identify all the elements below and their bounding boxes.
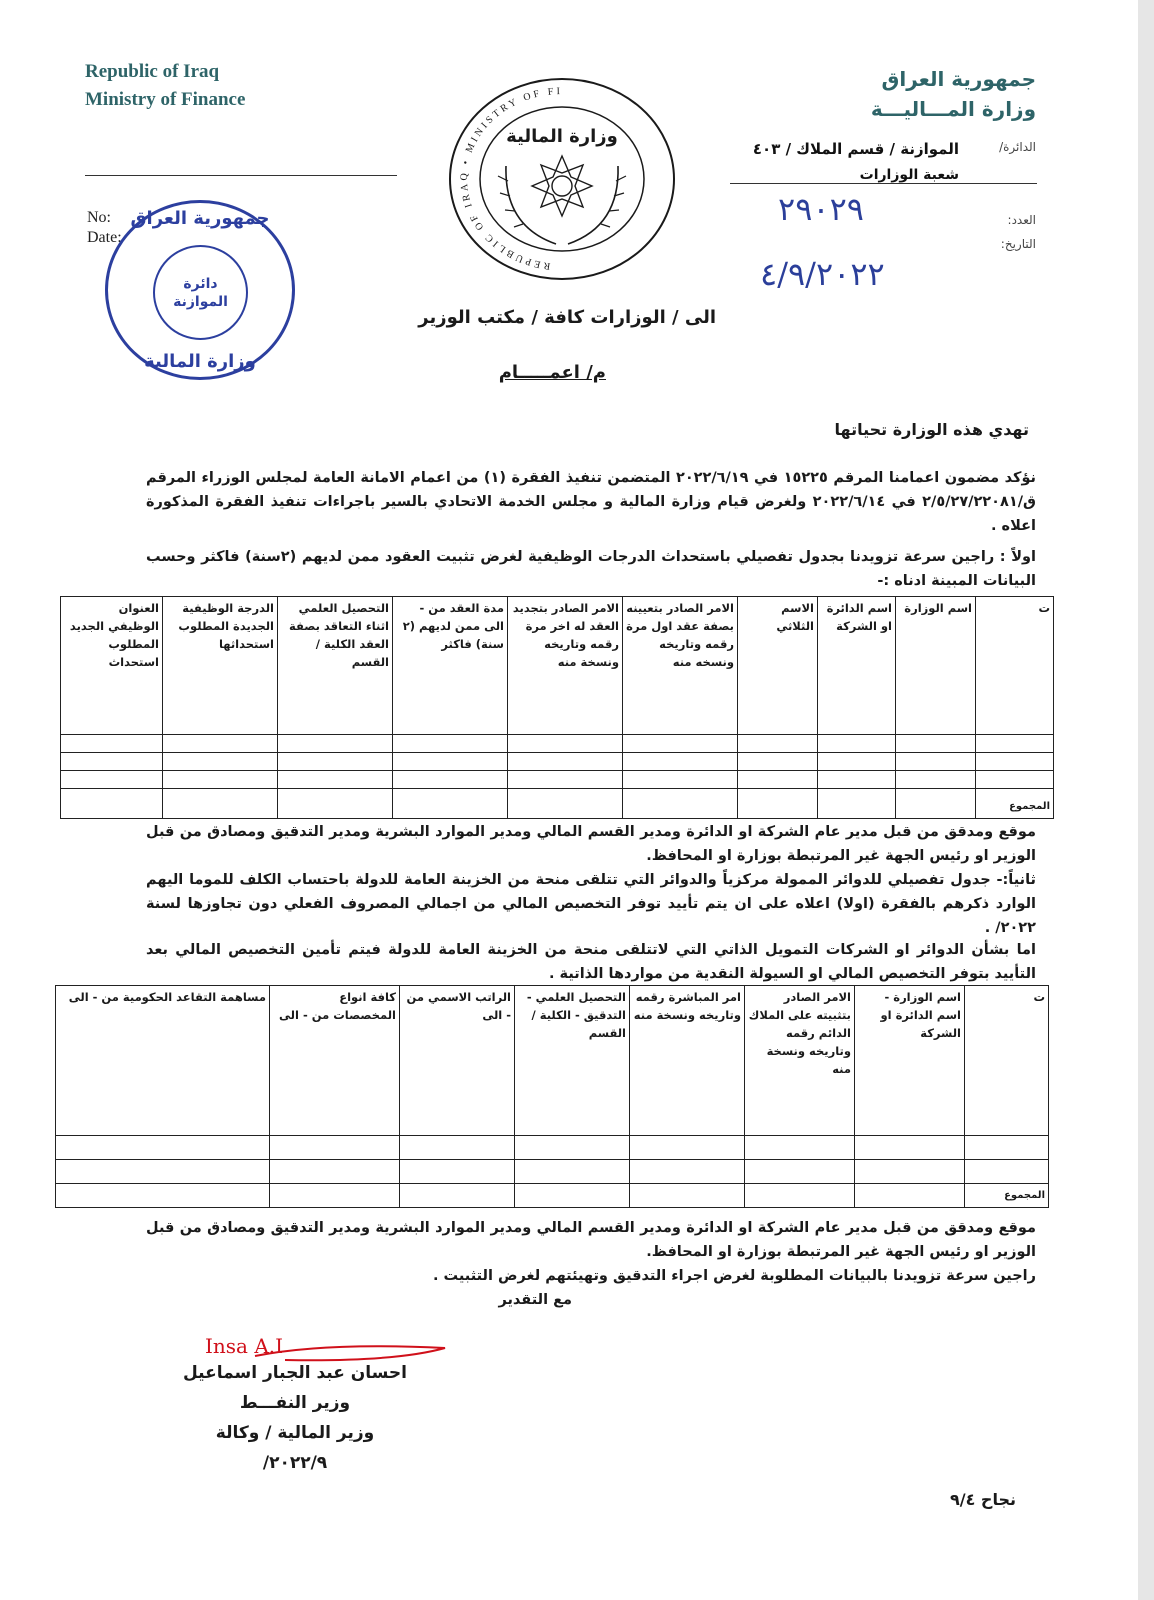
handwritten-number: ٢٩٠٢٩ [778, 190, 864, 228]
signatory-title-2: وزير المالية / وكالة [215, 1423, 375, 1443]
table-row [61, 597, 1054, 735]
col-header: الدرجة الوظيفية الجديدة المطلوب استحداثها [163, 597, 278, 735]
english-ministry: Ministry of Finance [85, 89, 246, 110]
table-row [56, 1136, 1049, 1160]
table-2-self-funded [55, 985, 1049, 1208]
svg-text:REPUBLIC OF IRAQ • MINISTRY OF: REPUBLIC OF IRAQ • MINISTRY OF FI [458, 85, 564, 272]
arabic-header [871, 64, 1036, 124]
paragraph-2-first: اولاً : راجين سرعة تزويدنا بجدول تفصيلي باستحداث الدرجات الوظيفية لغرض تثبيت العقود ممن لديهم (٢سنة) فاكثر وحسب البيانات المبينة ادناه :- [146, 549, 1036, 589]
english-ref-labels: No: Date: [87, 209, 122, 246]
department-label: الدائرة/ [999, 140, 1036, 154]
col-header: التحصيل العلمي - التدقيق - الكلية / القسم [515, 986, 630, 1136]
col-header: اسم الوزارة - اسم الدائرة او الشركة [855, 986, 965, 1136]
english-country: Republic of Iraq [85, 61, 220, 82]
col-header: ت [965, 986, 1049, 1136]
arabic-country: جمهورية العراق [881, 67, 1036, 91]
right-margin-bar [1138, 0, 1154, 1600]
col-header: الامر الصادر بتعيينه بصفة عقد اول مرة رقمه وتاريخه ونسخه منه [623, 597, 738, 735]
paragraph-3: ثانياً:- جدول تفصيلي للدوائر الممولة مركزياً والدوائر التي تتلقى منحة من الخزينة العامة للدولة باحتساب الكلف للموما اليهم الوارد ذكرهم بالفقرة (اولا) اعلاه على ان يتم تأييد توفر التخصيص المالي من اجمالي المصروف الفعلي دون تجاوزها لسنة ٢٠٢٢/ . [146, 872, 1036, 936]
department-rule [730, 183, 1037, 184]
seal-emblem-icon [444, 76, 680, 282]
signature-block [170, 1358, 420, 1478]
col-header: مساهمة التقاعد الحكومية من - الى [56, 986, 270, 1136]
svg-text:وزارة المالية: وزارة المالية [506, 126, 618, 147]
after-table-2-note: موقع ومدقق من قبل مدير عام الشركة او الدائرة ومدير القسم المالي ومدير الموارد البشرية ومدير التدقيق ومصادق من قبل الوزير او رئيس الجهة غير المرتبطة بوزارة او المحافظ. [146, 1220, 1036, 1260]
col-header: العنوان الوظيفي الجديد المطلوب استحداث [61, 597, 163, 735]
footer-note: نجاح ٩/٤ [949, 1490, 1016, 1509]
regards: مع التقدير [498, 1292, 572, 1308]
subject-line: م/ اعمـــــام [498, 362, 606, 383]
col-header: الاسم الثلاثي [738, 597, 818, 735]
col-header: التحصيل العلمي اثناء التعاقد بصفة العقد الكلية / القسم [278, 597, 393, 735]
table-row [61, 753, 1054, 771]
section-value: شعبة الوزارات [859, 167, 959, 183]
table-row [61, 735, 1054, 753]
handwritten-date: ٤/٩/٢٠٢٢ [760, 255, 885, 293]
total-row [61, 789, 1054, 819]
english-header [85, 58, 245, 114]
col-header: الراتب الاسمي من - الى [400, 986, 515, 1136]
budget-department-stamp: جمهورية العراق دائرة الموازنة وزارة المالية [105, 200, 295, 380]
department-value: الموازنة / قسم الملاك / ٤٠٣ [752, 140, 959, 158]
number-label: العدد: [1007, 213, 1036, 227]
signature-date: ٢٠٢٢/٩/ [262, 1453, 328, 1473]
handwritten-signature: Insa A.I [205, 1334, 283, 1358]
table-row [56, 1160, 1049, 1184]
greeting: تهدي هذه الوزارة تحياتها [834, 420, 1029, 439]
date-label: التاريخ: [1000, 237, 1036, 251]
arabic-ministry: وزارة المـــاليـــة [870, 97, 1036, 121]
col-header: الامر الصادر بتثبيته على الملاك الدائم رقمه وتاريخه ونسخة منه [745, 986, 855, 1136]
col-header: ت [976, 597, 1054, 735]
col-header: اسم الدائرة او الشركة [818, 597, 896, 735]
signatory-name: احسان عبد الجبار اسماعيل [182, 1363, 408, 1383]
total-label: المجموع [976, 789, 1054, 819]
col-header: مدة العقد من - الى ممن لديهم (٢ سنة) فاكثر [393, 597, 508, 735]
table-1-job-grades [60, 596, 1054, 819]
english-header-rule [85, 175, 397, 176]
total-row [56, 1184, 1049, 1208]
after-table-1-note: موقع ومدقق من قبل مدير عام الشركة او الدائرة ومدير القسم المالي ومدير الموارد البشرية ومدير التدقيق ومصادق من قبل الوزير او رئيس الجهة غير المرتبطة بوزارة او المحافظ. [146, 824, 1036, 864]
table-row [61, 771, 1054, 789]
ministry-seal-logo [444, 76, 680, 286]
total-label: المجموع [965, 1184, 1049, 1208]
recipient-line: الى / الوزارات كافة / مكتب الوزير [418, 307, 716, 328]
col-header: امر المباشرة رقمه وتاريخه ونسخة منه [630, 986, 745, 1136]
paragraph-4: اما بشأن الدوائر او الشركات التمويل الذاتي التي لاتتلقى منحة من الخزينة العامة للدولة فيتم تأمين التخصيص المالي بعد التأييد بتوفر التخصيص المالي او السيولة النقدية من مواردها الذاتية . [146, 942, 1036, 982]
paragraph-1: نؤكد مضمون اعمامنا المرقم ١٥٢٢٥ في ٢٠٢٢/٦/١٩ المتضمن تنفيذ الفقرة (١) من اعمام الامانة العامة لمجلس الوزراء المرقم ق/٢/٥/٢٧/٢٢٠٨١ في ٢٠٢٢/٦/١٤ ولغرض قيام وزارة المالية و مجلس الخدمة الاتحادي بالسير باجراءات تنفيذ الفقرة المذكورة اعلاه . [146, 470, 1036, 534]
col-header: اسم الوزارة [896, 597, 976, 735]
signatory-title-1: وزير النفـــط [239, 1393, 351, 1413]
table-row [56, 986, 1049, 1136]
closing-request: راجين سرعة تزويدنا بالبيانات المطلوبة لغرض اجراء التدقيق وتهيئتهم لغرض التثبيت . [432, 1268, 1036, 1284]
col-header: الامر الصادر بتجديد العقد له اخر مرة رقمه وتاريخه ونسخة منه [508, 597, 623, 735]
col-header: كافة انواع المخصصات من - الى [270, 986, 400, 1136]
